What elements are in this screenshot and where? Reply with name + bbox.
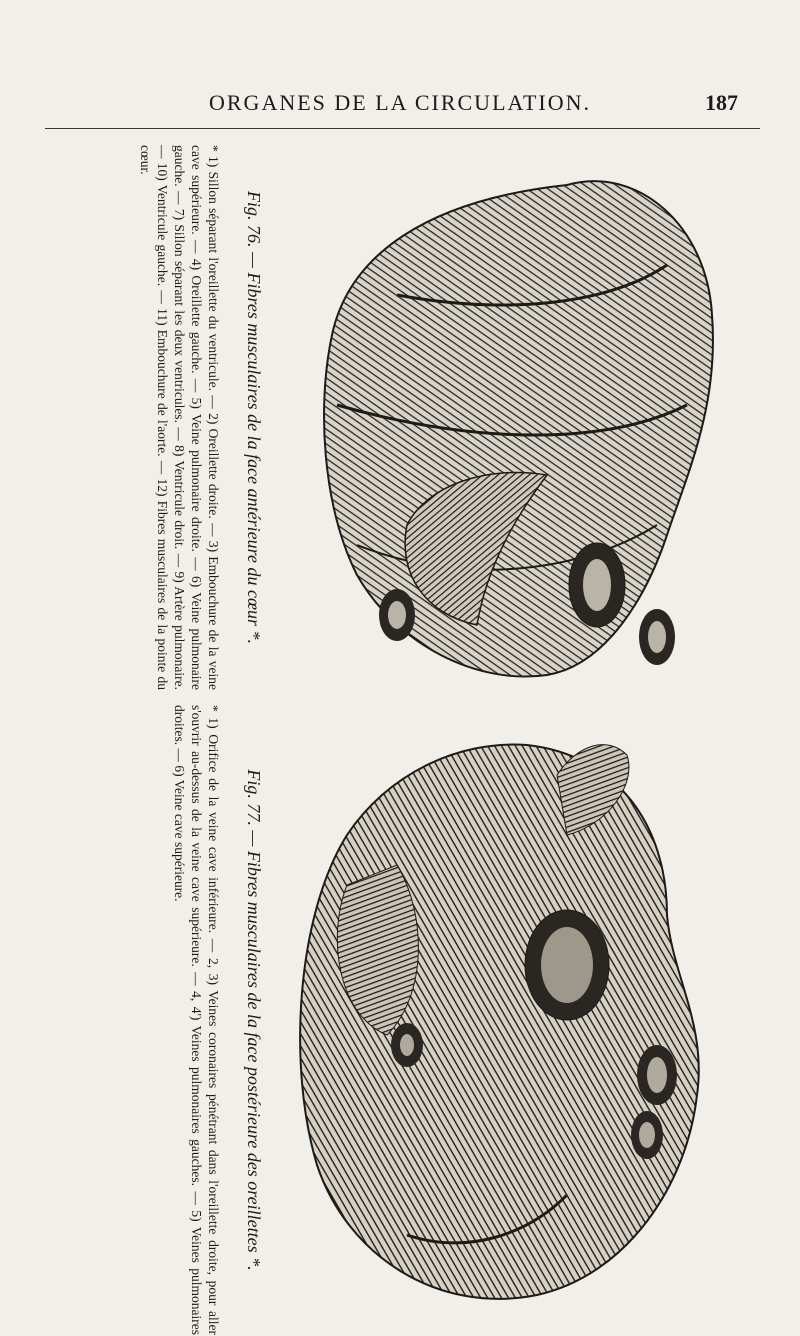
rotated-figures-spread xyxy=(72,145,727,1335)
heart-anterior-illustration xyxy=(307,145,727,690)
page-number: 187 xyxy=(705,90,738,115)
figure-77-legend: * 1) Orifice de la veine cave inférieure. — 2, 3) Veines coronaires pénétrant dans l'oreillette droite, pour aller s'ouvrir au-dessus de la veine cave supérieure. — 4, 4') Veines pulmonaires gauches. — 5) Veines pulmonaires droites. — 6) Veine cave supérieure. xyxy=(172,705,221,1335)
header-rule xyxy=(45,128,760,129)
page-header xyxy=(0,90,800,130)
figure-77 xyxy=(72,705,727,1335)
figure-76-legend: * 1) Sillon séparant l'oreillette du ventricule. — 2) Oreillette droite. — 3) Embouchure de la veine cave supérieure. — 4) Oreillette gauche. — 5) Veine pulmonaire droite. — 6) Veine pulmonaire gauche. — 7) Sillon séparant les deux ventricules. — 8) Ventricule droit. — 9) Artère pulmonaire. — 10) Ventricule gauche. — 11) Embouchure de l'aorte. — 12) Fibres musculaires de la pointe du cœur. xyxy=(138,145,221,690)
figure-77-caption: Fig. 77. — Fibres musculaires de la face postérieure des oreillettes *. xyxy=(244,769,264,1271)
figure-76 xyxy=(72,145,727,690)
figure-76-caption: Fig. 76. — Fibres musculaires de la face antérieure du cœur *. xyxy=(244,191,264,644)
heart-posterior-atria-illustration xyxy=(297,715,727,1325)
running-title: ORGANES DE LA CIRCULATION. xyxy=(209,90,591,115)
